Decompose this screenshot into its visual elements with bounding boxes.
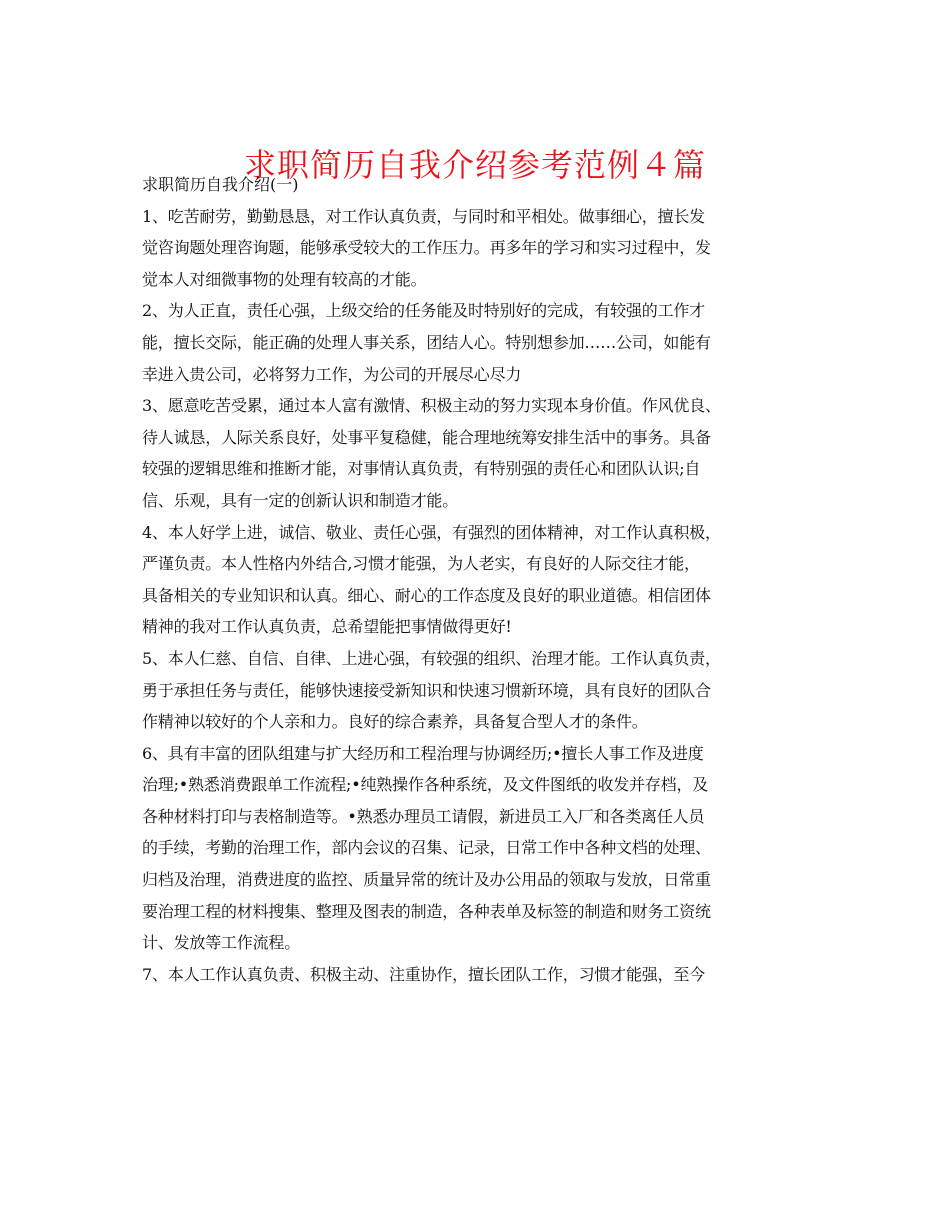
paragraph-line: 6、具有丰富的团队组建与扩大经历和工程治理与协调经历;•擅长人事工作及进度 xyxy=(142,743,704,763)
paragraph-line: 2、为人正直，责任心强，上级交给的任务能及时特别好的完成，有较强的工作才 xyxy=(142,301,705,321)
paragraph-line: 4、本人好学上进，诚信、敬业、责任心强，有强烈的团体精神，对工作认真积极， xyxy=(142,522,721,542)
paragraph-line: 1、吃苦耐劳，勤勤恳恳，对工作认真负责，与同时和平相处。做事细心，擅长发 xyxy=(142,206,705,226)
document-body xyxy=(142,169,822,990)
paragraph-line: 7、本人工作认真负责、积极主动、注重协作，擅长团队工作，习惯才能强，至今 xyxy=(142,964,705,984)
paragraph-line: 5、本人仁慈、自信、自律、上进心强，有较强的组织、治理才能。工作认真负责， xyxy=(142,648,721,668)
paragraph-line: 待人诚恳，人际关系良好，处事平复稳健，能合理地统筹安排生活中的事务。具备 xyxy=(142,427,711,447)
paragraph-line: 觉咨询题处理咨询题，能够承受较大的工作压力。再多年的学习和实习过程中，发 xyxy=(142,238,711,258)
paragraph-line: 治理;•熟悉消费跟单工作流程;•纯熟操作各种系统，及文件图纸的收发并存档，及 xyxy=(142,775,709,795)
paragraph-line: 较强的逻辑思维和推断才能，对事情认真负责，有特别强的责任心和团队认识;自 xyxy=(142,459,701,479)
paragraph-line: 作精神以较好的个人亲和力。良好的综合素养，具备复合型人才的条件。 xyxy=(142,712,648,732)
paragraph-line: 要治理工程的材料搜集、整理及图表的制造，各种表单及标签的制造和财务工资统 xyxy=(142,901,711,921)
paragraph-line: 的手续，考勤的治理工作，部内会议的召集、记录，日常工作中各种文档的处理、 xyxy=(142,838,711,858)
paragraph-line: 觉本人对细微事物的处理有较高的才能。 xyxy=(142,269,427,289)
paragraph-line: 具备相关的专业知识和认真。细心、耐心的工作态度及良好的职业道德。相信团体 xyxy=(142,585,711,605)
paragraph-line: 信、乐观，具有一定的创新认识和制造才能。 xyxy=(142,490,459,510)
paragraph-line: 精神的我对工作认真负责，总希望能把事情做得更好! xyxy=(142,617,512,637)
paragraph-line: 勇于承担任务与责任，能够快速接受新知识和快速习惯新环境，具有良好的团队合 xyxy=(142,680,711,700)
paragraph-line: 计、发放等工作流程。 xyxy=(142,933,301,953)
paragraph-line: 各种材料打印与表格制造等。•熟悉办理员工请假，新进员工入厂和各类离任人员 xyxy=(142,806,705,826)
paragraph-line: 归档及治理，消费进度的监控、质量异常的统计及办公用品的领取与发放，日常重 xyxy=(142,870,711,890)
paragraph-line: 能，擅长交际，能正确的处理人事关系，团结人心。特别想参加……公司，如能有 xyxy=(142,332,711,352)
paragraph-line: 3、愿意吃苦受累，通过本人富有激情、积极主动的努力实现本身价值。作风优良、 xyxy=(142,396,721,416)
paragraph-line: 幸进入贵公司，必将努力工作，为公司的开展尽心尽力 xyxy=(142,364,522,384)
section-heading: 求职简历自我介绍(一) xyxy=(142,175,299,194)
paragraph-line: 严谨负责。本人性格内外结合,习惯才能强，为人老实，有良好的人际交往才能， xyxy=(142,554,700,574)
document-title: 求职简历自我介绍参考范例４篇 xyxy=(243,146,706,185)
